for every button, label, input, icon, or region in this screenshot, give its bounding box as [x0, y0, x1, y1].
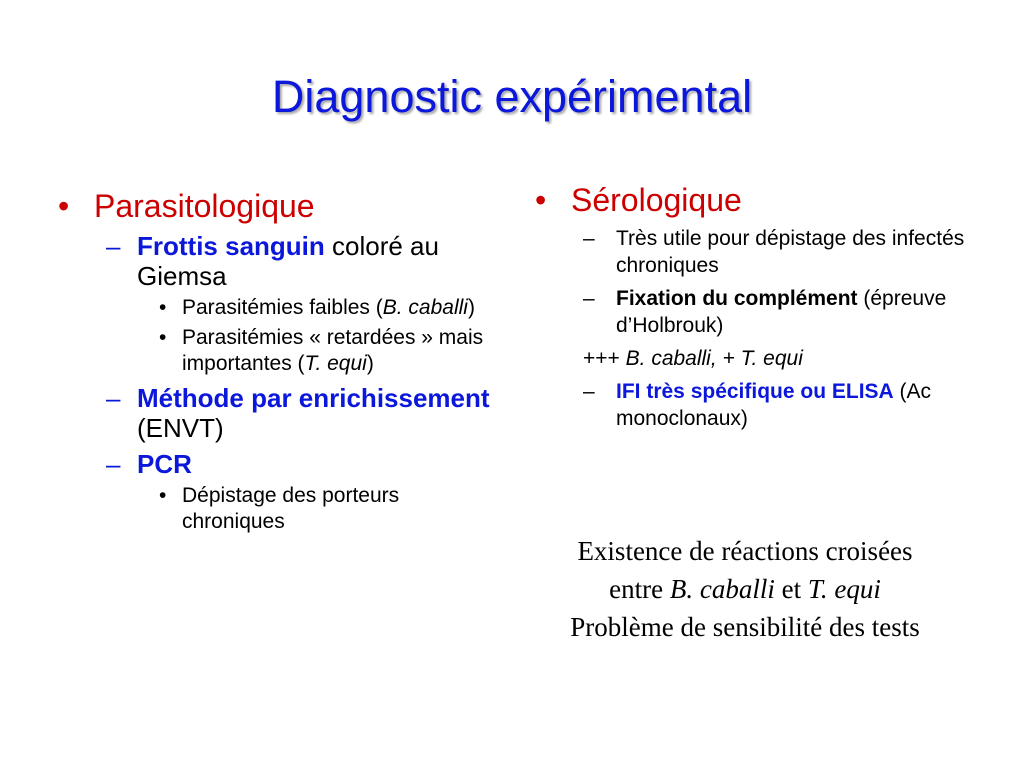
dash-icon: – — [106, 382, 121, 413]
dash-icon: – — [583, 379, 595, 403]
note-mid: et — [774, 574, 808, 604]
bullet-icon: • — [159, 483, 167, 507]
dash-icon: – — [106, 230, 121, 261]
item-ifi — [533, 378, 1003, 432]
bullet-icon: • — [159, 325, 167, 349]
heading-text: Parasitologique — [94, 188, 315, 224]
heading-serologique — [533, 182, 1003, 219]
pcr-strong: PCR — [137, 448, 192, 479]
ifi-strong: IFI très spécifique ou ELISA — [616, 379, 894, 403]
item-tres-utile — [533, 225, 1003, 279]
fixation-rest: (épreuve d’Holbrouk) — [616, 286, 947, 337]
frottis-strong: Frottis sanguin — [137, 230, 325, 261]
subitem-parasitemies-retardees — [56, 325, 506, 377]
note-italic-1: B. caballi — [669, 574, 775, 604]
note-line-3: Problème de sensibilité des tests — [570, 612, 920, 642]
dash-icon: – — [106, 448, 121, 479]
subitem-after: ) — [467, 295, 475, 319]
subitem-parasitemies-faibles — [56, 295, 506, 321]
note-line-1: Existence de réactions croisées — [577, 536, 913, 566]
bullet-icon: • — [159, 295, 167, 319]
subitem-italic: B. caballi — [382, 295, 468, 319]
note-italic-2: T. equi — [807, 574, 881, 604]
ifi-rest: (Ac monoclonaux) — [616, 379, 932, 430]
left-column — [56, 188, 506, 535]
plain-line — [533, 345, 1003, 372]
slide-title: Diagnostic expérimental — [271, 71, 753, 122]
item-frottis — [56, 231, 506, 291]
plain-prefix: +++ — [583, 346, 626, 370]
subitem-text: Dépistage des porteurs chroniques — [182, 483, 400, 533]
subitem-after: ) — [366, 351, 374, 375]
subitem-depistage — [56, 483, 506, 535]
dash-icon: – — [583, 226, 595, 250]
methode-strong: Méthode par enrichissement — [137, 382, 490, 413]
item-methode — [56, 383, 506, 443]
item-text: Très utile pour dépistage des infectés chroniques — [616, 226, 965, 277]
heading-text: Sérologique — [571, 182, 742, 218]
bullet-icon: • — [58, 188, 70, 224]
note-line-2 — [520, 570, 970, 608]
frottis-rest: coloré au Giemsa — [137, 230, 439, 291]
note-before: entre — [609, 574, 670, 604]
fixation-strong: Fixation du complément — [616, 286, 858, 310]
cross-reaction-note — [520, 532, 970, 646]
dash-icon: – — [583, 286, 595, 310]
item-pcr — [56, 449, 506, 479]
subitem-before: Parasitémies faibles ( — [182, 295, 383, 319]
methode-rest: (ENVT) — [137, 412, 224, 443]
plain-italic: B. caballi, + T. equi — [625, 346, 803, 370]
subitem-before: Parasitémies « retardées » mais importantes ( — [182, 325, 484, 375]
heading-parasitologique — [56, 188, 506, 225]
right-column — [533, 182, 1003, 432]
bullet-icon: • — [535, 182, 547, 218]
subitem-italic: T. equi — [304, 351, 367, 375]
item-fixation — [533, 285, 1003, 339]
